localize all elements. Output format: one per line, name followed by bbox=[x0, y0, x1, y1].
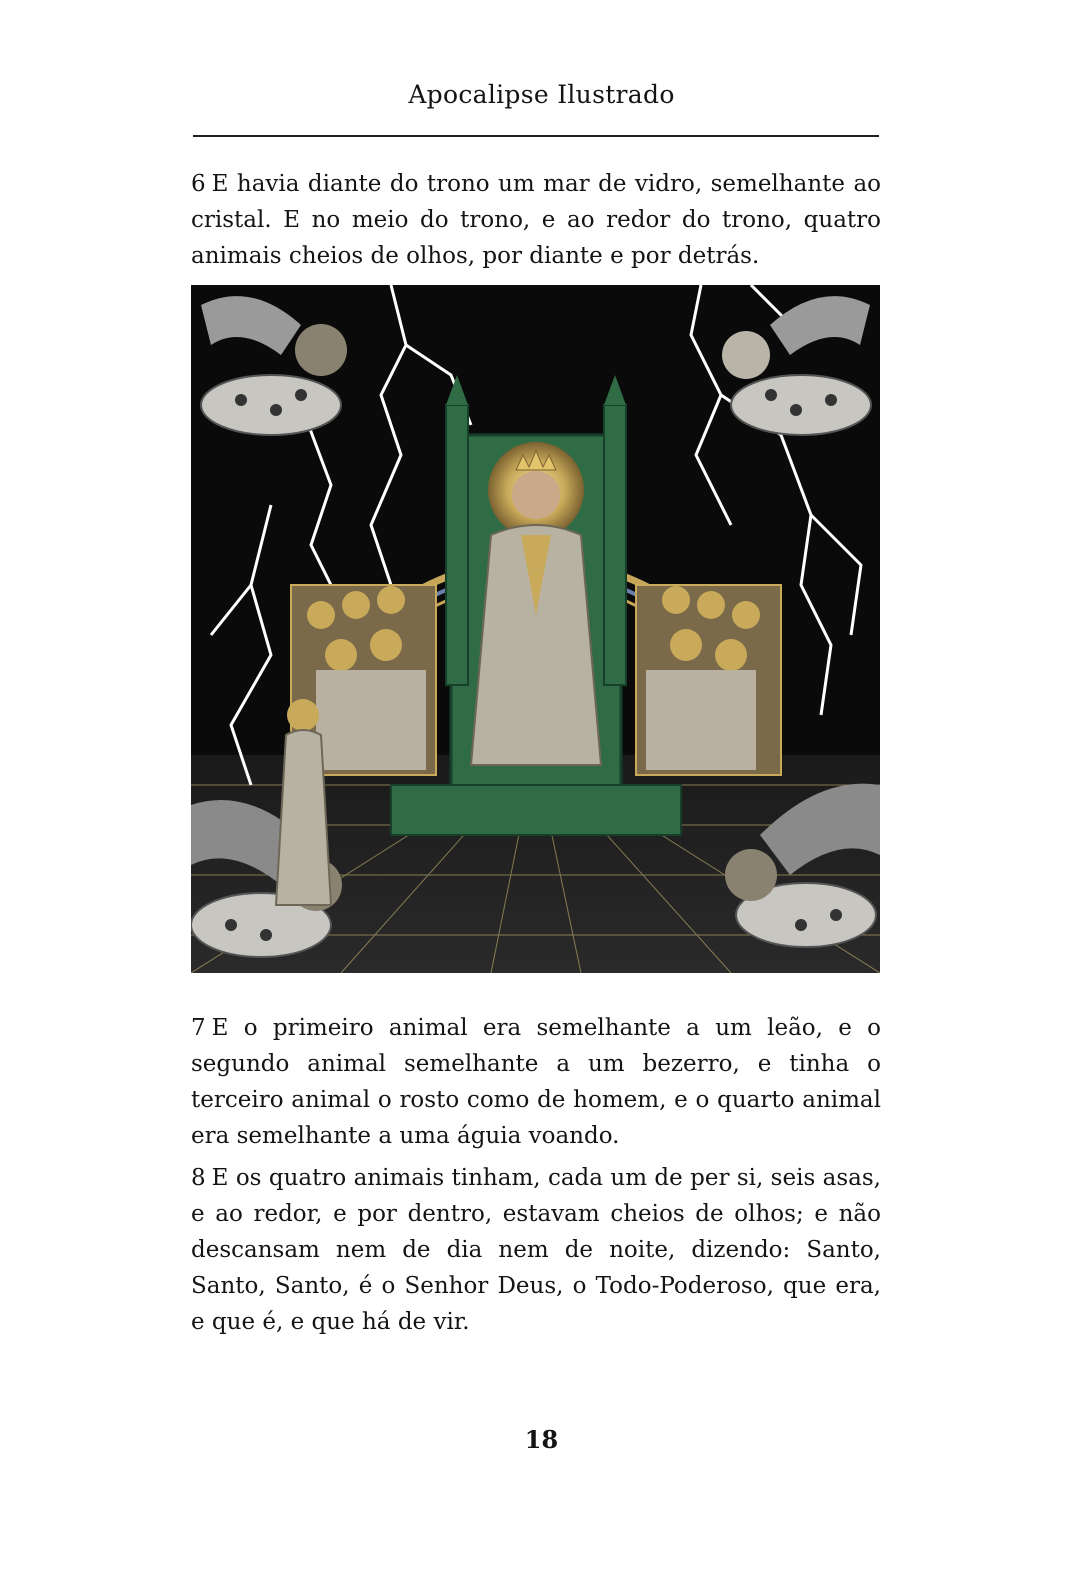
verse-number: 8 bbox=[191, 1165, 206, 1191]
verse-6 bbox=[191, 166, 881, 274]
enthroned-figure bbox=[471, 442, 601, 765]
verse-text: E o primeiro animal era semelhante a um leão, e o segundo animal semelhante a um bezerro, e tinha o terceiro animal o rosto como de homem, e o quarto animal era semelhante a uma águia voando. bbox=[191, 1015, 881, 1149]
verse-text: E os quatro animais tinham, cada um de per si, seis asas, e ao redor, e por dentro, estavam cheios de olhos; e não descansam nem de dia nem de noite, dizendo: Santo, Santo, Santo, é o Senhor Deus, o Todo-Poderoso, que era, e que é, e que há de vir. bbox=[191, 1165, 881, 1335]
elders-right bbox=[636, 585, 781, 775]
verse-8 bbox=[191, 1160, 881, 1340]
verse-number: 7 bbox=[191, 1015, 206, 1041]
header-rule bbox=[193, 135, 879, 137]
verse-number: 6 bbox=[191, 171, 206, 197]
verse-text: E havia diante do trono um mar de vidro, semelhante ao cristal. E no meio do trono, e ao redor do trono, quatro animais cheios de olhos, por diante e por detrás. bbox=[191, 171, 881, 269]
running-head-title: Apocalipse Ilustrado bbox=[408, 80, 675, 109]
throne-illustration bbox=[191, 285, 880, 973]
verse-7 bbox=[191, 1010, 881, 1154]
page-number: 18 bbox=[524, 1425, 559, 1454]
